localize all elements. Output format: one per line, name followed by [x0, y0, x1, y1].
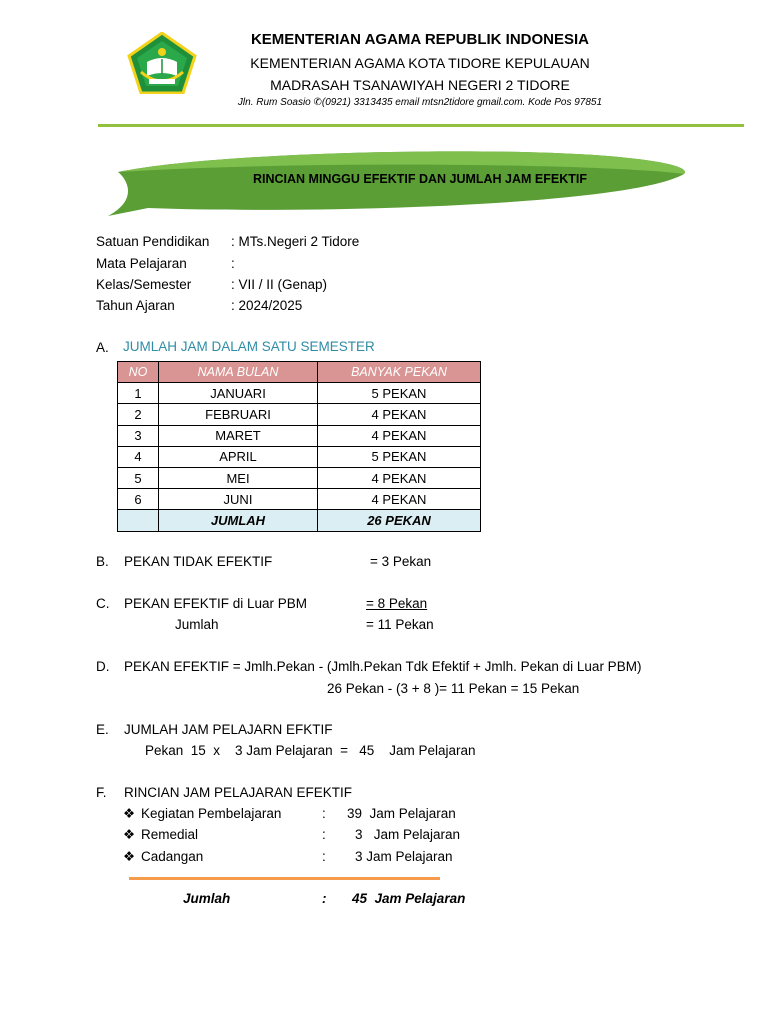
- cell-month: JUNI: [159, 489, 318, 510]
- cell-total-label: JUMLAH: [159, 510, 318, 531]
- total-divider: [129, 877, 440, 880]
- header-month: NAMA BULAN: [159, 362, 318, 383]
- item-value-kegiatan: 39 Jam Pelajaran: [347, 806, 456, 821]
- cell-weeks: 4 PEKAN: [318, 404, 481, 425]
- section-e-title: JUMLAH JAM PELAJARN EFKTIF: [124, 722, 333, 737]
- table-row: [118, 404, 481, 425]
- section-f-letter: F.: [96, 785, 107, 800]
- bullet-icon: ❖: [123, 806, 136, 821]
- section-c-sum-value: = 11 Pekan: [366, 617, 434, 632]
- section-b-letter: B.: [96, 554, 109, 569]
- table-row: [118, 425, 481, 446]
- item-label-kegiatan: Kegiatan Pembelajaran: [141, 806, 282, 821]
- header-no: NO: [118, 362, 159, 383]
- cell-weeks: 4 PEKAN: [318, 467, 481, 488]
- cell-month: JANUARI: [159, 383, 318, 404]
- cell-weeks: 5 PEKAN: [318, 446, 481, 467]
- section-c-letter: C.: [96, 596, 110, 611]
- cell-no: 2: [118, 404, 159, 425]
- section-f-title: RINCIAN JAM PELAJARAN EFEKTIF: [124, 785, 353, 800]
- final-total-colon: :: [322, 891, 327, 906]
- cell-no: 1: [118, 383, 159, 404]
- section-d-formula: PEKAN EFEKTIF = Jmlh.Pekan - (Jmlh.Pekan Tdk Efektif + Jmlh. Pekan di Luar PBM): [124, 659, 642, 674]
- section-c-sum-label: Jumlah: [175, 617, 219, 632]
- item-colon-remedial: :: [322, 827, 326, 842]
- info-value-mapel: :: [231, 256, 235, 271]
- table-header-row: [118, 362, 481, 383]
- header-weeks: BANYAK PEKAN: [318, 362, 481, 383]
- section-e-calculation: Pekan 15 x 3 Jam Pelajaran = 45 Jam Pelajaran: [145, 743, 476, 758]
- info-value-satuan: : MTs.Negeri 2 Tidore: [231, 234, 360, 249]
- info-label-kelas: Kelas/Semester: [96, 277, 192, 292]
- section-c-label: PEKAN EFEKTIF di Luar PBM: [124, 596, 308, 611]
- cell-weeks: 5 PEKAN: [318, 383, 481, 404]
- section-b-value: = 3 Pekan: [370, 554, 432, 569]
- info-label-satuan: Satuan Pendidikan: [96, 234, 210, 249]
- item-value-remedial: 3 Jam Pelajaran: [355, 827, 461, 842]
- cell-month: APRIL: [159, 446, 318, 467]
- cell-no: 4: [118, 446, 159, 467]
- item-colon-kegiatan: :: [322, 806, 326, 821]
- section-a-title: JUMLAH JAM DALAM SATU SEMESTER: [123, 339, 375, 354]
- section-e-letter: E.: [96, 722, 109, 737]
- table-total-row: [118, 510, 481, 531]
- table-row: [118, 489, 481, 510]
- item-label-cadangan: Cadangan: [141, 849, 204, 864]
- final-total-value: 45 Jam Pelajaran: [352, 891, 466, 906]
- header-divider: [98, 124, 744, 127]
- ministry-title: KEMENTERIAN AGAMA REPUBLIK INDONESIA: [250, 31, 590, 48]
- section-b-label: PEKAN TIDAK EFEKTIF: [124, 554, 273, 569]
- school-address: Jln. Rum Soasio ✆(0921) 3313435 email mtsn2tidore gmail.com. Kode Pos 97851: [237, 97, 603, 108]
- section-d-letter: D.: [96, 659, 110, 674]
- bullet-icon: ❖: [123, 849, 136, 864]
- info-value-tahun: : 2024/2025: [231, 298, 303, 313]
- office-title: KEMENTERIAN AGAMA KOTA TIDORE KEPULAUAN: [250, 55, 590, 71]
- cell-no: 3: [118, 425, 159, 446]
- cell-month: MEI: [159, 467, 318, 488]
- cell-no: 5: [118, 467, 159, 488]
- item-colon-cadangan: :: [322, 849, 326, 864]
- final-total-label: Jumlah: [183, 891, 231, 906]
- section-a-letter: A.: [96, 340, 109, 355]
- cell-no: 6: [118, 489, 159, 510]
- cell-total-value: 26 PEKAN: [318, 510, 481, 531]
- info-label-tahun: Tahun Ajaran: [96, 298, 175, 313]
- table-row: [118, 446, 481, 467]
- table-row: [118, 383, 481, 404]
- cell-month: MARET: [159, 425, 318, 446]
- cell-total-empty: [118, 510, 159, 531]
- cell-weeks: 4 PEKAN: [318, 489, 481, 510]
- info-label-mapel: Mata Pelajaran: [96, 256, 187, 271]
- cell-weeks: 4 PEKAN: [318, 425, 481, 446]
- info-value-kelas: : VII / II (Genap): [231, 277, 328, 292]
- bullet-icon: ❖: [123, 827, 136, 842]
- banner-title: RINCIAN MINGGU EFEKTIF DAN JUMLAH JAM EFEKTIF: [252, 172, 588, 186]
- school-title: MADRASAH TSANAWIYAH NEGERI 2 TIDORE: [270, 77, 570, 93]
- item-label-remedial: Remedial: [141, 827, 199, 842]
- section-d-calculation: 26 Pekan - (3 + 8 )= 11 Pekan = 15 Pekan: [327, 681, 580, 696]
- section-c-value: = 8 Pekan: [366, 596, 428, 611]
- table-row: [118, 467, 481, 488]
- item-value-cadangan: 3 Jam Pelajaran: [355, 849, 453, 864]
- cell-month: FEBRUARI: [159, 404, 318, 425]
- weeks-table: [117, 361, 481, 532]
